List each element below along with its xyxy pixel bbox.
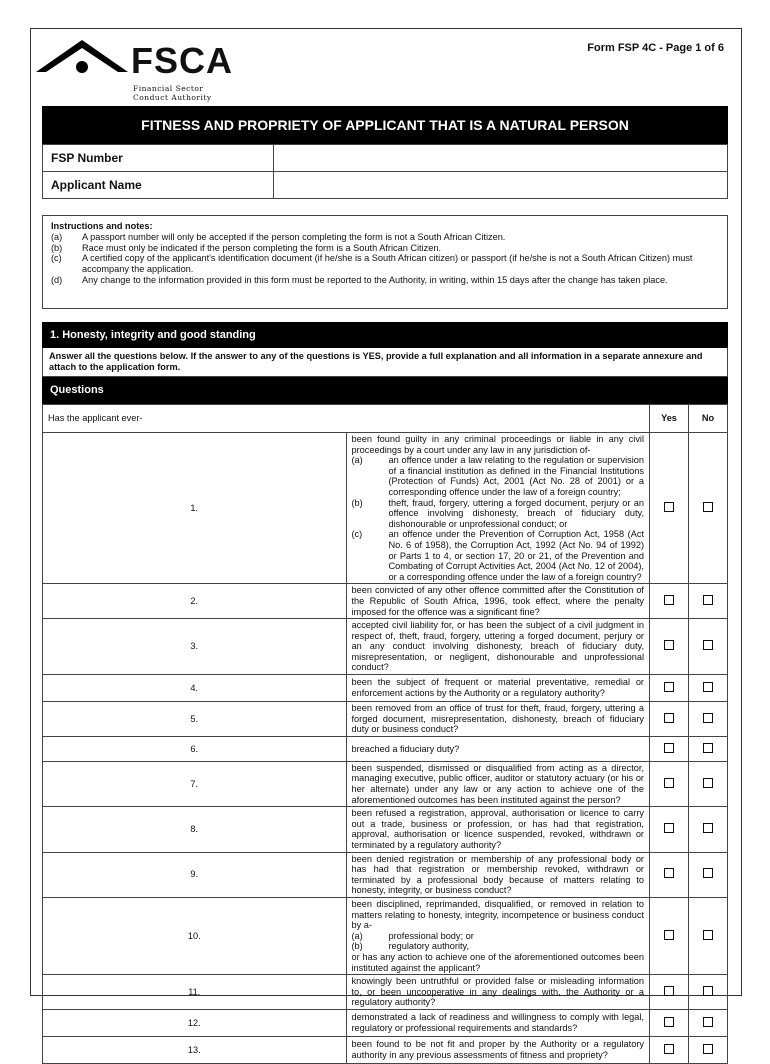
sub-item-key: (b) bbox=[351, 497, 363, 508]
question-number: 5. bbox=[43, 702, 347, 737]
question-text bbox=[346, 897, 650, 974]
question-number: 6. bbox=[43, 736, 347, 761]
yes-cell bbox=[650, 584, 689, 619]
yes-cell bbox=[650, 975, 689, 1010]
form-title: FITNESS AND PROPRIETY OF APPLICANT THAT IS A NATURAL PERSON bbox=[42, 106, 728, 144]
applicant-name-label: Applicant Name bbox=[43, 172, 274, 199]
question-number: 8. bbox=[43, 807, 347, 852]
no-checkbox[interactable] bbox=[703, 682, 713, 692]
yes-checkbox[interactable] bbox=[664, 713, 674, 723]
no-checkbox[interactable] bbox=[703, 640, 713, 650]
question-number: 3. bbox=[43, 619, 347, 675]
question-sub-item bbox=[352, 931, 645, 942]
question-number: 12. bbox=[43, 1009, 347, 1036]
yes-checkbox[interactable] bbox=[664, 640, 674, 650]
question-row bbox=[43, 975, 728, 1010]
question-intro: breached a fiduciary duty? bbox=[351, 743, 460, 754]
no-cell bbox=[689, 975, 728, 1010]
no-cell bbox=[689, 433, 728, 584]
question-number: 11. bbox=[43, 975, 347, 1010]
section-note: Answer all the questions below. If the answer to any of the questions is YES, provide a full explanation and all information in a separate annexure and attach to the application form. bbox=[42, 348, 728, 377]
question-text bbox=[346, 702, 650, 737]
yes-checkbox[interactable] bbox=[664, 823, 674, 833]
sub-item-text: regulatory authority, bbox=[388, 941, 470, 952]
question-text bbox=[346, 433, 650, 584]
question-intro: been removed from an office of trust for theft, fraud, forgery, uttering a forged document, misrepresentation, dishonesty, breach of fiduciary duty or business conduct? bbox=[351, 703, 644, 735]
no-column-header: No bbox=[689, 405, 728, 433]
yes-checkbox[interactable] bbox=[664, 595, 674, 605]
yes-cell bbox=[650, 619, 689, 675]
yes-cell bbox=[650, 897, 689, 974]
sub-item-text: an offence under the Prevention of Corruption Act, 1958 (Act No. 6 of 1958), the Corruption Act, 1992 (Act No. 94 of 1992) or Parts 1 to 4, or section 17, 20 or 21, of the Prevention and Combating of Corrupt Activities Act, 2004 (Act No. 12 of 2004), or a corresponding offence under the law of a foreign country? bbox=[388, 529, 644, 582]
yes-checkbox[interactable] bbox=[664, 930, 674, 940]
question-row bbox=[43, 1009, 728, 1036]
no-checkbox[interactable] bbox=[703, 595, 713, 605]
question-intro: been convicted of any other offence committed after the Constitution of the Republic of South Africa, 1996, took effect, where the penalty imposed for the offence was a significant fine? bbox=[351, 585, 644, 617]
no-checkbox[interactable] bbox=[703, 502, 713, 512]
logo-subtitle: Financial Sector Conduct Authority bbox=[133, 84, 212, 102]
yes-cell bbox=[650, 761, 689, 806]
logo-name: FSCA bbox=[131, 40, 233, 81]
question-number: 7. bbox=[43, 761, 347, 806]
question-text bbox=[346, 736, 650, 761]
applicant-name-row bbox=[43, 172, 728, 199]
no-cell bbox=[689, 675, 728, 702]
question-number: 2. bbox=[43, 584, 347, 619]
question-intro: knowingly been untruthful or provided false or misleading information to, or been uncooperative in any dealings with, the Authority or a regulatory authority? bbox=[351, 976, 644, 1008]
no-checkbox[interactable] bbox=[703, 823, 713, 833]
question-row bbox=[43, 1036, 728, 1063]
question-outro: or has any action to achieve one of the aforementioned outcomes been instituted against the applicant? bbox=[351, 951, 644, 973]
fsp-number-label: FSP Number bbox=[43, 145, 274, 172]
questions-table bbox=[42, 404, 728, 1064]
yes-checkbox[interactable] bbox=[664, 502, 674, 512]
no-checkbox[interactable] bbox=[703, 713, 713, 723]
instruction-item: (b) Race must only be indicated if the person completing the form is a South African Citizen. bbox=[51, 242, 442, 253]
no-cell bbox=[689, 1036, 728, 1063]
question-number: 10. bbox=[43, 897, 347, 974]
question-number: 4. bbox=[43, 675, 347, 702]
yes-checkbox[interactable] bbox=[664, 986, 674, 996]
question-row bbox=[43, 675, 728, 702]
yes-cell bbox=[650, 675, 689, 702]
no-checkbox[interactable] bbox=[703, 778, 713, 788]
questions-heading: Questions bbox=[42, 377, 728, 404]
question-number: 13. bbox=[43, 1036, 347, 1063]
yes-cell bbox=[650, 1009, 689, 1036]
section-heading: 1. Honesty, integrity and good standing bbox=[42, 322, 728, 348]
fsca-roof-icon bbox=[36, 38, 128, 78]
question-sub-item bbox=[352, 941, 645, 952]
no-cell bbox=[689, 619, 728, 675]
question-row bbox=[43, 736, 728, 761]
yes-column-header: Yes bbox=[650, 405, 689, 433]
question-intro: been disciplined, reprimanded, disqualified, or removed in relation to matters relating to honesty, integrity, incompetence or business conduct by a- bbox=[351, 898, 644, 931]
question-row bbox=[43, 852, 728, 897]
question-text bbox=[346, 761, 650, 806]
no-cell bbox=[689, 897, 728, 974]
question-row bbox=[43, 702, 728, 737]
questions-lead: Has the applicant ever- bbox=[43, 405, 650, 433]
fsca-logo bbox=[36, 38, 276, 102]
instruction-item: (a) A passport number will only be accepted if the person completing the form is not a South African Citizen. bbox=[51, 231, 506, 242]
question-text bbox=[346, 1009, 650, 1036]
yes-cell bbox=[650, 1036, 689, 1063]
question-intro: been denied registration or membership of any professional body or has had that registration or membership revoked, withdrawn or terminated by a professional body because of matters relating to honesty, integrity, or business conduct? bbox=[351, 853, 644, 896]
sub-item-text: theft, fraud, forgery, uttering a forged document, perjury or an offence involving dishonesty, breach of fiduciary duty, dishonourable or unprofessional conduct; or bbox=[388, 497, 644, 529]
question-row bbox=[43, 897, 728, 974]
no-checkbox[interactable] bbox=[703, 1044, 713, 1054]
applicant-name-field[interactable] bbox=[274, 172, 728, 199]
question-row bbox=[43, 619, 728, 675]
question-text bbox=[346, 852, 650, 897]
question-intro: been suspended, dismissed or disqualified from acting as a director, managing executive, public officer, auditor or statutory actuary (or his or her alternate) under any law or any action to achieve one of the aforementioned outcomes has been instituted against the person? bbox=[351, 762, 644, 805]
no-cell bbox=[689, 807, 728, 852]
question-intro: demonstrated a lack of readiness and willingness to comply with legal, regulatory or professional requirements and standards? bbox=[351, 1012, 644, 1033]
applicant-id-table bbox=[42, 144, 728, 199]
question-sub-item bbox=[352, 529, 645, 582]
form-reference: Form FSP 4C - Page 1 of 6 bbox=[587, 42, 724, 54]
no-cell bbox=[689, 761, 728, 806]
no-cell bbox=[689, 1009, 728, 1036]
question-intro: been the subject of frequent or material preventative, remedial or enforcement actions by the Authority or a regulatory authority? bbox=[351, 677, 644, 699]
yes-cell bbox=[650, 433, 689, 584]
fsp-number-row bbox=[43, 145, 728, 172]
section-honesty bbox=[42, 322, 728, 1064]
no-checkbox[interactable] bbox=[703, 868, 713, 878]
sub-item-text: professional body; or bbox=[388, 930, 474, 941]
instruction-item: (d) Any change to the information provided in this form must be reported to the Authority, in writing, within 15 days after the change has taken place. bbox=[51, 274, 668, 285]
yes-checkbox[interactable] bbox=[664, 1017, 674, 1027]
yes-checkbox[interactable] bbox=[664, 778, 674, 788]
question-row bbox=[43, 433, 728, 584]
question-intro: been found guilty in any criminal proceedings or liable in any civil proceedings by a court under any law in any jurisdiction of- bbox=[351, 434, 644, 455]
sub-item-text: an offence under a law relating to the regulation or supervision of a financial institution as defined in the Financial Institutions (Protection of Funds) Act, 2001 (Act No. 28 of 2001) or a corresponding offence under the law of a foreign country; bbox=[388, 455, 644, 497]
yes-checkbox[interactable] bbox=[664, 743, 674, 753]
no-cell bbox=[689, 584, 728, 619]
question-intro: been refused a registration, approval, authorisation or licence to carry out a trade, business or profession, or has had that registration, approval, authorisation or licence suspended, revoked, withdrawn or terminated by a regulatory authority? bbox=[351, 808, 644, 850]
yes-cell bbox=[650, 736, 689, 761]
no-checkbox[interactable] bbox=[703, 986, 713, 996]
question-sub-item bbox=[352, 498, 645, 530]
fsp-number-field[interactable] bbox=[274, 145, 728, 172]
yes-checkbox[interactable] bbox=[664, 682, 674, 692]
yes-cell bbox=[650, 807, 689, 852]
question-intro: accepted civil liability for, or has been the subject of a civil judgment in respect of, theft, fraud, forgery, uttering a forged document, perjury or an any conduct involving dishonesty, breach of fiduciary duty, misrepresentation, or negligent, dishonourable and unprofessional conduct? bbox=[351, 620, 644, 673]
question-text bbox=[346, 975, 650, 1010]
no-checkbox[interactable] bbox=[703, 743, 713, 753]
yes-checkbox[interactable] bbox=[664, 868, 674, 878]
question-row bbox=[43, 761, 728, 806]
sub-item-key: (a) bbox=[351, 930, 363, 941]
question-row bbox=[43, 584, 728, 619]
no-cell bbox=[689, 736, 728, 761]
yes-checkbox[interactable] bbox=[664, 1044, 674, 1054]
instruction-item: (c) A certified copy of the applicant's identification document (if he/she is a South African citizen) or passport (if he/she is not a South African Citizen) must accompany the application. bbox=[51, 253, 693, 275]
no-checkbox[interactable] bbox=[703, 1017, 713, 1027]
no-cell bbox=[689, 702, 728, 737]
instructions-box bbox=[42, 215, 728, 309]
question-text bbox=[346, 1036, 650, 1063]
yes-cell bbox=[650, 852, 689, 897]
yes-cell bbox=[650, 702, 689, 737]
no-checkbox[interactable] bbox=[703, 930, 713, 940]
question-intro: been found to be not fit and proper by the Authority or a regulatory authority in any previous assessments of fitness and propriety? bbox=[351, 1039, 644, 1060]
question-row bbox=[43, 807, 728, 852]
sub-item-key: (c) bbox=[351, 529, 363, 540]
question-text bbox=[346, 675, 650, 702]
question-number: 9. bbox=[43, 852, 347, 897]
instructions-heading: Instructions and notes: bbox=[51, 221, 153, 231]
sub-item-key: (a) bbox=[351, 455, 363, 466]
question-text bbox=[346, 807, 650, 852]
question-number: 1. bbox=[43, 433, 347, 584]
question-text bbox=[346, 619, 650, 675]
questions-header-row bbox=[43, 405, 728, 433]
sub-item-key: (b) bbox=[351, 941, 363, 952]
question-sub-item bbox=[352, 455, 645, 497]
no-cell bbox=[689, 852, 728, 897]
question-text bbox=[346, 584, 650, 619]
